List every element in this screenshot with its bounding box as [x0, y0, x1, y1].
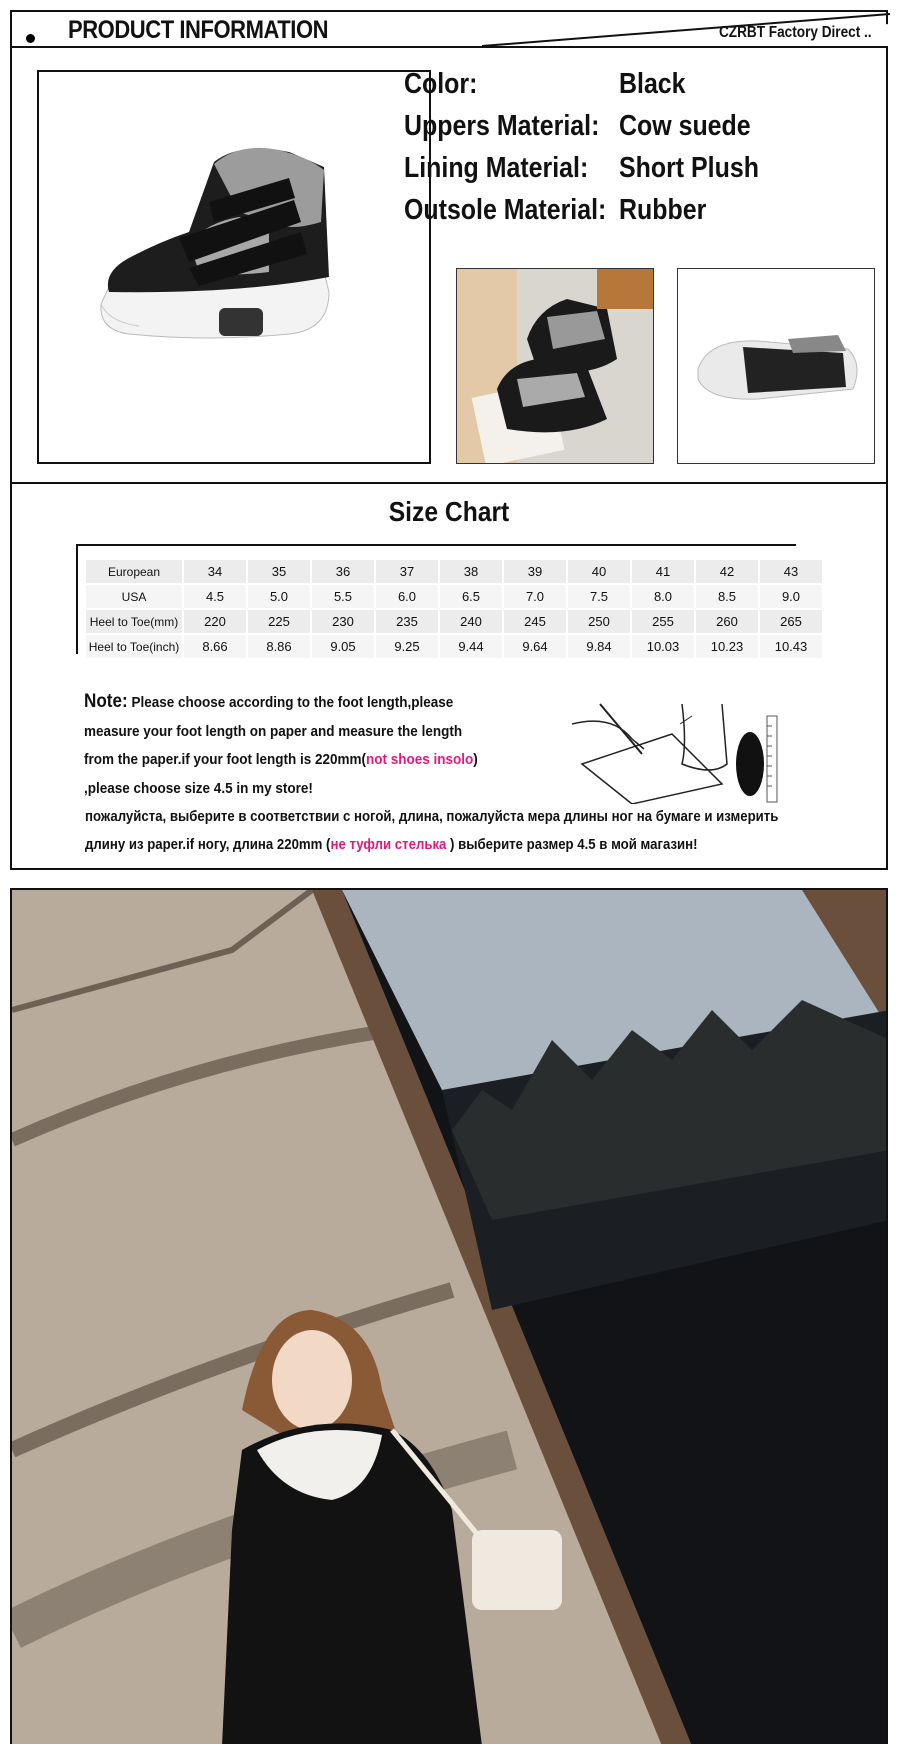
- spec-value-outsole: Rubber: [619, 194, 707, 226]
- spec-value-color: Black: [619, 68, 686, 100]
- product-info-header: [10, 10, 888, 48]
- size-chart-cell: 5.5: [312, 585, 374, 608]
- size-chart-cell: 41: [632, 560, 694, 583]
- size-chart-cell: 10.43: [760, 635, 822, 658]
- size-chart-row-label: Heel to Toe(mm): [86, 610, 182, 633]
- size-chart-cell: 4.5: [184, 585, 246, 608]
- size-chart-cell: 240: [440, 610, 502, 633]
- size-chart-cell: 42: [696, 560, 758, 583]
- main-product-image: [37, 70, 431, 464]
- size-chart-cell: 255: [632, 610, 694, 633]
- size-chart-cell: 250: [568, 610, 630, 633]
- product-info-panel: [10, 46, 888, 484]
- size-chart-cell: 34: [184, 560, 246, 583]
- size-chart-cell: 7.0: [504, 585, 566, 608]
- note-line-1: Please choose according to the foot length,please: [127, 694, 454, 711]
- size-chart-cell: 260: [696, 610, 758, 633]
- size-chart-title: Size Chart: [388, 496, 510, 527]
- note-highlight: not shoes insolo: [366, 751, 474, 768]
- size-chart-cell: 6.0: [376, 585, 438, 608]
- spec-label-uppers: Uppers Material:: [404, 110, 600, 142]
- note-ru-highlight: не туфли стелька: [330, 836, 447, 853]
- size-chart-cell: 37: [376, 560, 438, 583]
- size-chart-cell: 8.66: [184, 635, 246, 658]
- size-note-en: [84, 688, 480, 803]
- size-chart-cell: 39: [504, 560, 566, 583]
- note-ru-line-2b: ) выберите размер 4.5 в мой магазин!: [446, 836, 698, 853]
- size-chart-row: [86, 585, 822, 608]
- size-chart-cell: 225: [248, 610, 310, 633]
- size-chart-cell: 9.64: [504, 635, 566, 658]
- size-chart-row: [86, 610, 822, 633]
- size-chart-divider: [76, 544, 796, 546]
- note-ru-line-2a: длину из paper.if ногу, длина 220mm (: [85, 836, 331, 853]
- size-chart-cell: 43: [760, 560, 822, 583]
- spec-label-color: Color:: [404, 68, 478, 100]
- note-label: Note:: [84, 691, 128, 712]
- note-line-3a: from the paper.if your foot length is 220mm(: [84, 751, 367, 768]
- size-chart-cell: 8.5: [696, 585, 758, 608]
- size-chart-cell: 5.0: [248, 585, 310, 608]
- foot-measure-illustration: [572, 694, 822, 804]
- size-chart-row-label: USA: [86, 585, 182, 608]
- lifestyle-photo: [10, 888, 888, 1744]
- size-chart-cell: 8.0: [632, 585, 694, 608]
- spec-value-uppers: Cow suede: [619, 110, 751, 142]
- size-chart-cell: 36: [312, 560, 374, 583]
- size-chart-row-label: European: [86, 560, 182, 583]
- size-chart-cell: 10.23: [696, 635, 758, 658]
- size-chart-cell: 35: [248, 560, 310, 583]
- size-chart-row: [86, 635, 822, 658]
- size-chart-divider-left: [76, 544, 78, 654]
- size-chart-cell: 8.86: [248, 635, 310, 658]
- brand-label: CZRBT Factory Direct ..: [719, 24, 872, 41]
- thumbnail-sole-image: [677, 268, 875, 464]
- size-chart-cell: 6.5: [440, 585, 502, 608]
- size-chart-cell: 220: [184, 610, 246, 633]
- note-line-3b: ): [473, 751, 478, 768]
- note-ru-line-1: пожалуйста, выберите в соответствии с ногой, длина, пожалуйста мера длины ног на бумаге и измерить: [85, 808, 779, 825]
- size-chart-cell: 235: [376, 610, 438, 633]
- header-title: PRODUCT INFORMATION: [68, 16, 329, 44]
- size-chart-cell: 230: [312, 610, 374, 633]
- spec-label-lining: Lining Material:: [404, 152, 589, 184]
- size-chart-cell: 38: [440, 560, 502, 583]
- size-chart-row-label: Heel to Toe(inch): [86, 635, 182, 658]
- size-chart-cell: 245: [504, 610, 566, 633]
- size-chart-cell: 9.84: [568, 635, 630, 658]
- size-chart-cell: 265: [760, 610, 822, 633]
- bullet-icon: [26, 34, 35, 43]
- size-chart-table: [84, 558, 824, 660]
- spec-value-lining: Short Plush: [619, 152, 759, 184]
- size-chart-cell: 7.5: [568, 585, 630, 608]
- thumbnail-pair-image: [456, 268, 654, 464]
- size-chart-cell: 10.03: [632, 635, 694, 658]
- size-chart-panel: [10, 482, 888, 870]
- size-chart-cell: 9.44: [440, 635, 502, 658]
- spec-label-outsole: Outsole Material:: [404, 194, 607, 226]
- size-chart-cell: 9.0: [760, 585, 822, 608]
- size-chart-row: [86, 560, 822, 583]
- size-note-ru: [85, 803, 779, 859]
- size-chart-cell: 9.05: [312, 635, 374, 658]
- size-chart-cell: 9.25: [376, 635, 438, 658]
- note-line-4: ,please choose size 4.5 in my store!: [84, 779, 313, 797]
- note-line-2: measure your foot length on paper and measure the length: [84, 722, 463, 740]
- size-chart-cell: 40: [568, 560, 630, 583]
